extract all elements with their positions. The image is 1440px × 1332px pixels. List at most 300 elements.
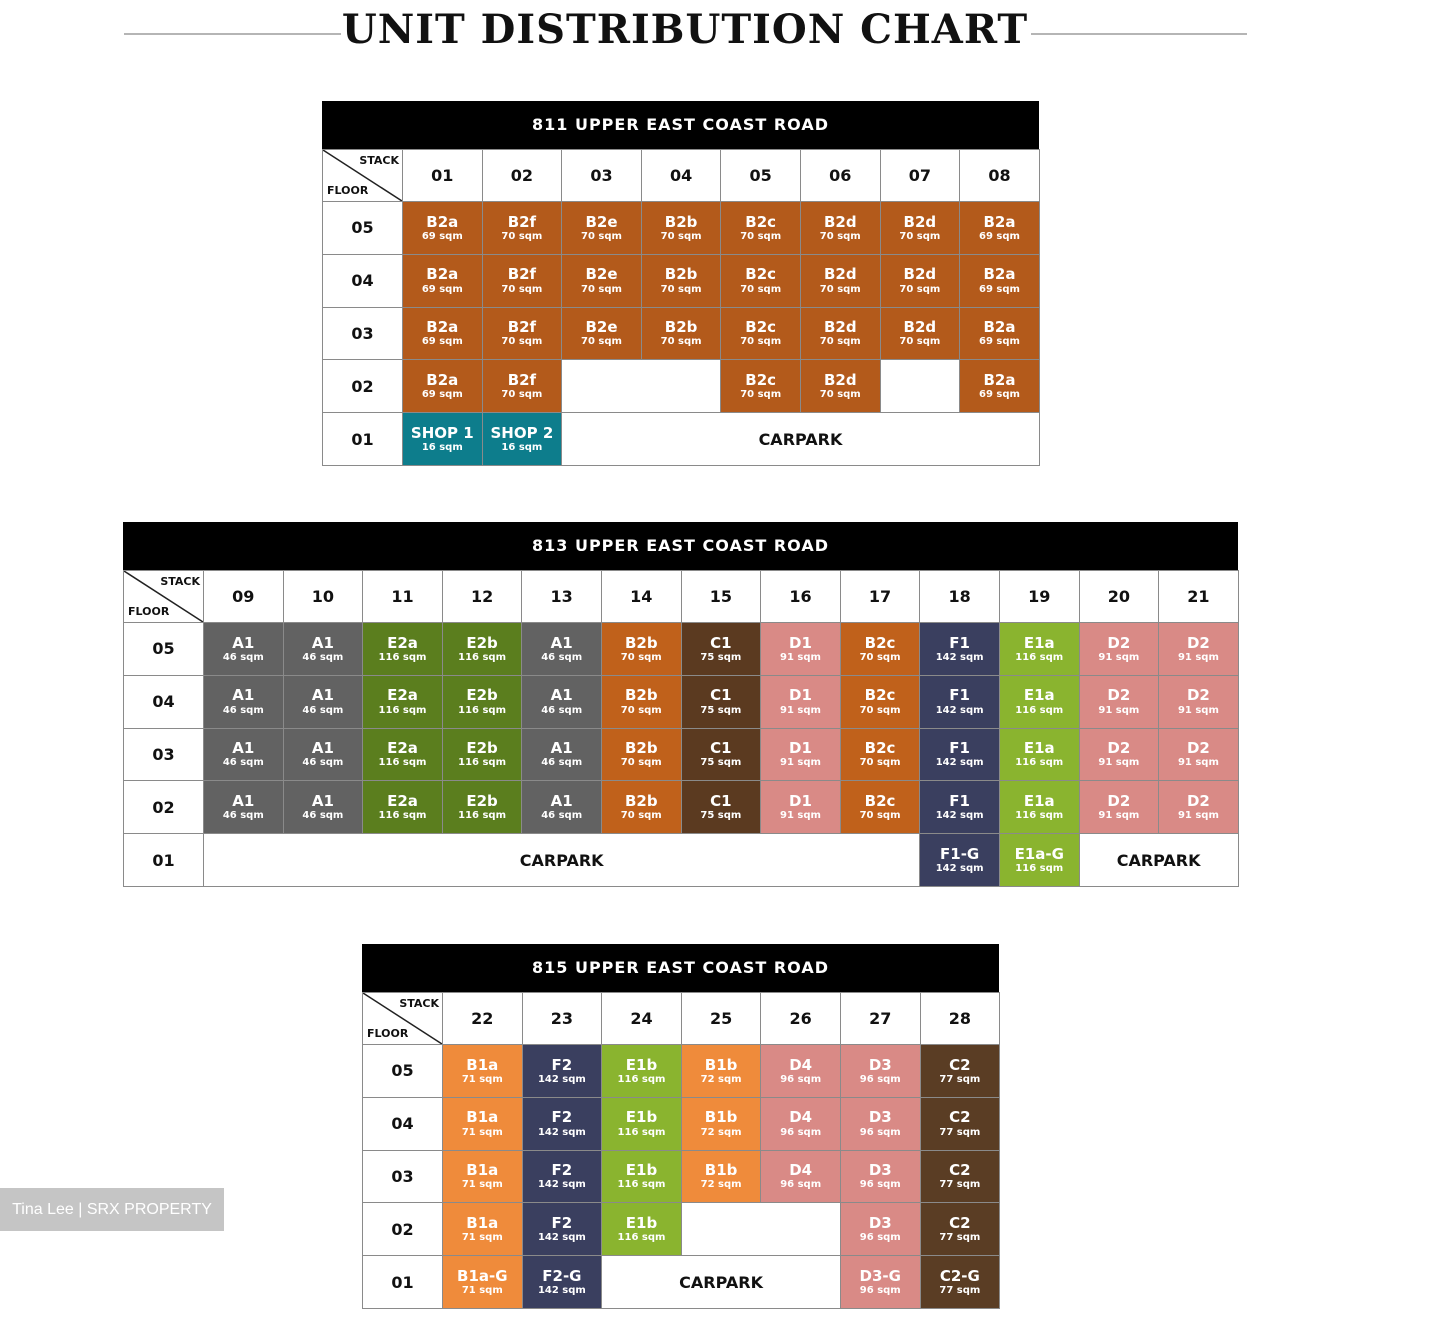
unit-area: 116 sqm xyxy=(617,1126,666,1138)
stack-floor-corner xyxy=(124,571,204,623)
unit-area: 116 sqm xyxy=(458,704,507,716)
unit-cell xyxy=(522,728,602,781)
unit-cell xyxy=(960,202,1040,255)
unit-area: 70 sqm xyxy=(581,336,622,348)
unit-type: B2c xyxy=(864,739,896,758)
unit-area: 70 sqm xyxy=(620,651,662,663)
floor-label-cell: 02 xyxy=(363,1203,443,1256)
stack-header: 18 xyxy=(920,571,1000,623)
unit-area: 70 sqm xyxy=(859,810,901,822)
unit-area: 142 sqm xyxy=(935,757,984,769)
unit-cell xyxy=(1079,623,1159,676)
unit-cell xyxy=(920,1256,1000,1309)
unit-type: C1 xyxy=(710,791,732,810)
unit-type: E2b xyxy=(466,633,498,652)
unit-type: B2d xyxy=(903,212,937,231)
unit-type: B1b xyxy=(704,1161,738,1180)
unit-cell xyxy=(721,254,801,307)
unit-cell xyxy=(602,1150,682,1203)
unit-type: B2d xyxy=(903,318,937,337)
block-title: 813 UPPER EAST COAST ROAD xyxy=(123,522,1238,570)
unit-type: C1 xyxy=(710,633,732,652)
block-815 xyxy=(362,944,999,1309)
unit-type: B2c xyxy=(745,370,777,389)
unit-cell xyxy=(960,360,1040,413)
unit-cell xyxy=(403,360,483,413)
unit-area: 70 sqm xyxy=(620,810,662,822)
unit-type: D2 xyxy=(1107,633,1131,652)
stack-header: 03 xyxy=(562,150,642,202)
unit-cell xyxy=(999,728,1079,781)
unit-type: E1b xyxy=(625,1055,658,1074)
unit-area: 72 sqm xyxy=(700,1126,742,1138)
stack-label: STACK xyxy=(160,575,200,588)
unit-cell xyxy=(562,307,642,360)
unit-area: 46 sqm xyxy=(302,757,344,769)
unit-cell xyxy=(602,1045,682,1098)
unit-area: 69 sqm xyxy=(421,389,463,401)
unit-type: D2 xyxy=(1186,791,1210,810)
unit-cell xyxy=(482,202,562,255)
unit-area: 116 sqm xyxy=(1015,810,1064,822)
unit-area: 96 sqm xyxy=(780,1073,822,1085)
unit-cell xyxy=(482,360,562,413)
unit-type: B2f xyxy=(507,212,537,231)
unit-cell xyxy=(800,360,880,413)
unit-type: B2c xyxy=(745,265,777,284)
floor-label-cell: 03 xyxy=(323,307,403,360)
unit-type: E2b xyxy=(466,686,498,705)
unit-type: B2a xyxy=(983,370,1016,389)
unit-area: 70 sqm xyxy=(819,336,861,348)
unit-grid xyxy=(322,149,1040,466)
page-title: UNIT DISTRIBUTION CHART xyxy=(341,6,1029,53)
unit-type: A1 xyxy=(232,633,255,652)
unit-cell xyxy=(283,675,363,728)
floor-row xyxy=(124,623,1239,676)
unit-type: A1 xyxy=(232,739,255,758)
unit-cell xyxy=(443,1150,523,1203)
unit-cell xyxy=(204,781,284,834)
unit-type: B2c xyxy=(864,791,896,810)
unit-cell xyxy=(204,728,284,781)
unit-area: 71 sqm xyxy=(461,1284,503,1296)
unit-cell xyxy=(721,202,801,255)
unit-area: 91 sqm xyxy=(1098,810,1140,822)
floor-label-cell: 03 xyxy=(363,1150,443,1203)
unit-area: 70 sqm xyxy=(660,283,702,295)
unit-type: D3 xyxy=(868,1055,892,1074)
unit-cell xyxy=(999,781,1079,834)
stack-header: 09 xyxy=(204,571,284,623)
unit-area: 70 sqm xyxy=(501,336,543,348)
unit-cell xyxy=(522,675,602,728)
unit-type: E2b xyxy=(466,791,498,810)
unit-area: 70 sqm xyxy=(740,283,782,295)
unit-area: 70 sqm xyxy=(660,230,702,242)
unit-type: B2c xyxy=(864,686,896,705)
unit-cell xyxy=(443,1097,523,1150)
unit-cell xyxy=(721,360,801,413)
unit-type: D4 xyxy=(789,1108,813,1127)
unit-type: E1a xyxy=(1023,633,1055,652)
unit-area: 71 sqm xyxy=(461,1073,503,1085)
unit-cell xyxy=(283,728,363,781)
unit-area: 77 sqm xyxy=(939,1179,981,1191)
stack-header: 04 xyxy=(641,150,721,202)
unit-area: 91 sqm xyxy=(1177,757,1219,769)
unit-cell xyxy=(761,1150,841,1203)
stack-header: 13 xyxy=(522,571,602,623)
unit-area: 70 sqm xyxy=(581,283,622,295)
unit-type: C1 xyxy=(710,686,732,705)
unit-area: 70 sqm xyxy=(581,230,622,242)
unit-cell xyxy=(522,1150,602,1203)
unit-area: 116 sqm xyxy=(378,757,427,769)
unit-cell xyxy=(641,254,721,307)
unit-area: 116 sqm xyxy=(1015,757,1064,769)
stack-header: 21 xyxy=(1159,571,1239,623)
unit-type: E2a xyxy=(387,633,418,652)
stack-header: 25 xyxy=(681,993,761,1045)
unit-cell xyxy=(283,623,363,676)
unit-cell xyxy=(601,728,681,781)
unit-area: 69 sqm xyxy=(978,283,1020,295)
unit-area: 46 sqm xyxy=(302,810,344,822)
unit-area: 75 sqm xyxy=(700,704,742,716)
stack-header: 15 xyxy=(681,571,761,623)
unit-area: 116 sqm xyxy=(378,651,427,663)
stack-header: 22 xyxy=(443,993,523,1045)
unit-cell xyxy=(442,781,522,834)
floor-label: FLOOR xyxy=(367,1027,409,1040)
unit-cell xyxy=(601,623,681,676)
empty-cell xyxy=(681,1203,840,1256)
floor-row xyxy=(363,1150,1000,1203)
unit-area: 116 sqm xyxy=(1015,651,1064,663)
unit-cell xyxy=(602,1097,682,1150)
unit-type: D2 xyxy=(1186,686,1210,705)
unit-type: E1b xyxy=(625,1108,658,1127)
unit-type: B2a xyxy=(983,212,1016,231)
unit-cell xyxy=(920,1150,1000,1203)
unit-cell xyxy=(522,1097,602,1150)
unit-type: B2e xyxy=(585,212,618,231)
floor-label: FLOOR xyxy=(327,184,369,197)
unit-area: 70 sqm xyxy=(740,336,782,348)
unit-cell xyxy=(1079,781,1159,834)
unit-type: B2d xyxy=(823,370,857,389)
unit-cell xyxy=(800,254,880,307)
floor-label-cell: 05 xyxy=(363,1045,443,1098)
unit-type: A1 xyxy=(232,791,255,810)
unit-cell xyxy=(641,307,721,360)
unit-cell xyxy=(960,254,1040,307)
unit-type: D2 xyxy=(1186,633,1210,652)
unit-area: 46 sqm xyxy=(222,810,264,822)
unit-cell xyxy=(204,675,284,728)
stack-header: 28 xyxy=(920,993,1000,1045)
unit-area: 142 sqm xyxy=(935,810,984,822)
unit-type: B2b xyxy=(624,791,658,810)
block-title: 811 UPPER EAST COAST ROAD xyxy=(322,101,1039,149)
unit-type: D2 xyxy=(1107,739,1131,758)
unit-type: SHOP 2 xyxy=(490,423,554,442)
unit-cell xyxy=(761,675,841,728)
unit-cell xyxy=(601,675,681,728)
unit-cell xyxy=(442,623,522,676)
unit-area: 70 sqm xyxy=(859,704,901,716)
unit-cell xyxy=(204,623,284,676)
stack-header: 06 xyxy=(800,150,880,202)
unit-area: 142 sqm xyxy=(935,704,984,716)
unit-area: 69 sqm xyxy=(978,389,1020,401)
unit-type: F1 xyxy=(949,633,970,652)
floor-row xyxy=(363,1045,1000,1098)
unit-type: D2 xyxy=(1107,686,1131,705)
unit-type: B2a xyxy=(426,265,459,284)
stack-header: 12 xyxy=(442,571,522,623)
floor-row xyxy=(363,1203,1000,1256)
unit-cell xyxy=(880,202,960,255)
unit-type: B2b xyxy=(624,633,658,652)
unit-type: B2f xyxy=(507,265,537,284)
unit-cell xyxy=(403,413,483,466)
unit-type: B2a xyxy=(426,212,459,231)
watermark: Tina Lee | SRX PROPERTY xyxy=(0,1188,224,1231)
unit-area: 70 sqm xyxy=(740,389,782,401)
stack-header: 11 xyxy=(363,571,443,623)
unit-area: 96 sqm xyxy=(859,1179,901,1191)
floor-label-cell: 01 xyxy=(363,1256,443,1309)
unit-cell xyxy=(920,728,1000,781)
unit-cell xyxy=(1159,728,1239,781)
unit-type: B1a xyxy=(466,1055,499,1074)
unit-cell xyxy=(920,1097,1000,1150)
unit-area: 70 sqm xyxy=(899,283,941,295)
unit-cell xyxy=(1159,675,1239,728)
unit-area: 70 sqm xyxy=(501,283,543,295)
unit-area: 91 sqm xyxy=(1177,704,1219,716)
unit-cell xyxy=(443,1045,523,1098)
unit-cell xyxy=(363,623,443,676)
unit-type: B2a xyxy=(426,318,459,337)
unit-cell xyxy=(602,1203,682,1256)
floor-row xyxy=(323,202,1040,255)
unit-type: D2 xyxy=(1107,791,1131,810)
unit-type: D1 xyxy=(789,739,812,758)
unit-type: B2c xyxy=(745,212,777,231)
unit-cell xyxy=(522,1256,602,1309)
unit-type: B2b xyxy=(664,318,698,337)
unit-type: D2 xyxy=(1186,739,1210,758)
floor-row xyxy=(124,675,1239,728)
unit-cell xyxy=(562,254,642,307)
carpark-cell: CARPARK xyxy=(1079,834,1238,887)
unit-cell xyxy=(522,1203,602,1256)
unit-area: 142 sqm xyxy=(537,1232,586,1244)
unit-area: 96 sqm xyxy=(859,1126,901,1138)
floor-label-cell: 04 xyxy=(124,675,204,728)
unit-type: E2a xyxy=(387,686,418,705)
unit-grid xyxy=(362,992,1000,1309)
unit-type: B2a xyxy=(426,370,459,389)
unit-type: A1 xyxy=(311,633,334,652)
unit-cell xyxy=(681,1045,761,1098)
unit-area: 70 sqm xyxy=(859,651,901,663)
floor-label-cell: 05 xyxy=(124,623,204,676)
unit-cell xyxy=(1159,781,1239,834)
unit-area: 142 sqm xyxy=(537,1179,586,1191)
unit-cell xyxy=(283,781,363,834)
unit-area: 70 sqm xyxy=(620,704,662,716)
unit-area: 96 sqm xyxy=(780,1126,822,1138)
unit-area: 77 sqm xyxy=(939,1232,981,1244)
block-title: 815 UPPER EAST COAST ROAD xyxy=(362,944,999,992)
unit-type: B2c xyxy=(864,633,896,652)
unit-type: B2b xyxy=(664,265,698,284)
stack-header: 10 xyxy=(283,571,363,623)
unit-type: D3 xyxy=(868,1108,892,1127)
title-row xyxy=(0,0,1440,70)
empty-cell xyxy=(562,360,721,413)
unit-area: 116 sqm xyxy=(378,810,427,822)
floor-row xyxy=(124,728,1239,781)
unit-type: E1a xyxy=(1023,686,1055,705)
floor-row xyxy=(323,254,1040,307)
unit-area: 70 sqm xyxy=(819,230,861,242)
unit-type: B2b xyxy=(624,686,658,705)
unit-area: 46 sqm xyxy=(541,757,583,769)
unit-area: 96 sqm xyxy=(859,1284,901,1296)
unit-type: D4 xyxy=(789,1161,813,1180)
stack-header: 08 xyxy=(960,150,1040,202)
unit-cell xyxy=(761,781,841,834)
title-rule-left xyxy=(124,33,341,35)
unit-area: 46 sqm xyxy=(302,704,344,716)
unit-area: 91 sqm xyxy=(779,651,821,663)
floor-label-cell: 05 xyxy=(323,202,403,255)
unit-type: B2e xyxy=(585,265,618,284)
unit-cell xyxy=(403,307,483,360)
unit-type: C2 xyxy=(949,1213,971,1232)
stack-header: 27 xyxy=(840,993,920,1045)
unit-type: A1 xyxy=(550,686,573,705)
unit-type: A1 xyxy=(550,791,573,810)
stack-header: 19 xyxy=(999,571,1079,623)
unit-area: 142 sqm xyxy=(935,862,984,874)
unit-cell xyxy=(443,1203,523,1256)
unit-cell xyxy=(363,728,443,781)
unit-area: 46 sqm xyxy=(541,810,583,822)
unit-cell xyxy=(999,675,1079,728)
unit-cell xyxy=(442,728,522,781)
unit-type: D1 xyxy=(789,791,812,810)
unit-cell xyxy=(840,675,920,728)
unit-type: C2 xyxy=(949,1161,971,1180)
unit-area: 16 sqm xyxy=(501,441,543,453)
empty-cell xyxy=(880,360,960,413)
unit-cell xyxy=(840,728,920,781)
unit-area: 142 sqm xyxy=(537,1284,586,1296)
unit-type: E1a xyxy=(1023,739,1055,758)
unit-type: F2 xyxy=(551,1161,573,1180)
unit-area: 96 sqm xyxy=(859,1232,901,1244)
unit-area: 70 sqm xyxy=(859,757,901,769)
unit-type: D3 xyxy=(868,1161,892,1180)
floor-row xyxy=(124,834,1239,887)
unit-type: F1 xyxy=(949,686,970,705)
floor-label-cell: 04 xyxy=(323,254,403,307)
carpark-cell: CARPARK xyxy=(602,1256,841,1309)
unit-cell xyxy=(761,1097,841,1150)
unit-area: 116 sqm xyxy=(458,651,507,663)
unit-cell xyxy=(840,1045,920,1098)
floor-label-cell: 02 xyxy=(124,781,204,834)
unit-area: 77 sqm xyxy=(939,1073,981,1085)
unit-type: B1b xyxy=(704,1108,738,1127)
unit-area: 72 sqm xyxy=(700,1073,742,1085)
unit-type: B2b xyxy=(624,739,658,758)
unit-area: 71 sqm xyxy=(461,1232,503,1244)
floor-row xyxy=(323,307,1040,360)
unit-type: E1a-G xyxy=(1014,844,1064,863)
unit-area: 46 sqm xyxy=(222,704,264,716)
block-811 xyxy=(322,101,1039,466)
unit-area: 91 sqm xyxy=(1098,651,1140,663)
unit-type: F2 xyxy=(551,1108,573,1127)
unit-area: 70 sqm xyxy=(819,389,861,401)
unit-area: 116 sqm xyxy=(617,1179,666,1191)
unit-area: 46 sqm xyxy=(302,651,344,663)
unit-area: 71 sqm xyxy=(461,1126,503,1138)
unit-type: B2d xyxy=(823,212,857,231)
unit-area: 46 sqm xyxy=(541,651,583,663)
unit-cell xyxy=(920,834,1000,887)
unit-cell xyxy=(840,623,920,676)
unit-area: 116 sqm xyxy=(617,1073,666,1085)
unit-type: E2b xyxy=(466,739,498,758)
unit-cell xyxy=(681,1150,761,1203)
stack-header: 26 xyxy=(761,993,841,1045)
floor-row xyxy=(323,360,1040,413)
unit-type: F2 xyxy=(551,1213,573,1232)
unit-area: 69 sqm xyxy=(978,336,1020,348)
unit-type: B1a-G xyxy=(457,1266,508,1285)
floor-label-cell: 03 xyxy=(124,728,204,781)
unit-cell xyxy=(761,623,841,676)
unit-cell xyxy=(840,1097,920,1150)
unit-type: F1-G xyxy=(940,844,980,863)
unit-type: E1a xyxy=(1023,791,1055,810)
unit-cell xyxy=(641,202,721,255)
unit-area: 91 sqm xyxy=(779,810,821,822)
unit-area: 91 sqm xyxy=(1098,757,1140,769)
title-rule-right xyxy=(1031,33,1247,35)
unit-type: C2 xyxy=(949,1055,971,1074)
floor-row xyxy=(124,781,1239,834)
unit-area: 96 sqm xyxy=(859,1073,901,1085)
unit-cell xyxy=(920,1203,1000,1256)
unit-type: F1 xyxy=(949,791,970,810)
stack-header: 24 xyxy=(602,993,682,1045)
unit-area: 116 sqm xyxy=(617,1232,666,1244)
unit-cell xyxy=(403,202,483,255)
unit-area: 70 sqm xyxy=(819,283,861,295)
unit-cell xyxy=(999,834,1079,887)
stack-floor-corner xyxy=(323,150,403,202)
unit-cell xyxy=(681,781,761,834)
